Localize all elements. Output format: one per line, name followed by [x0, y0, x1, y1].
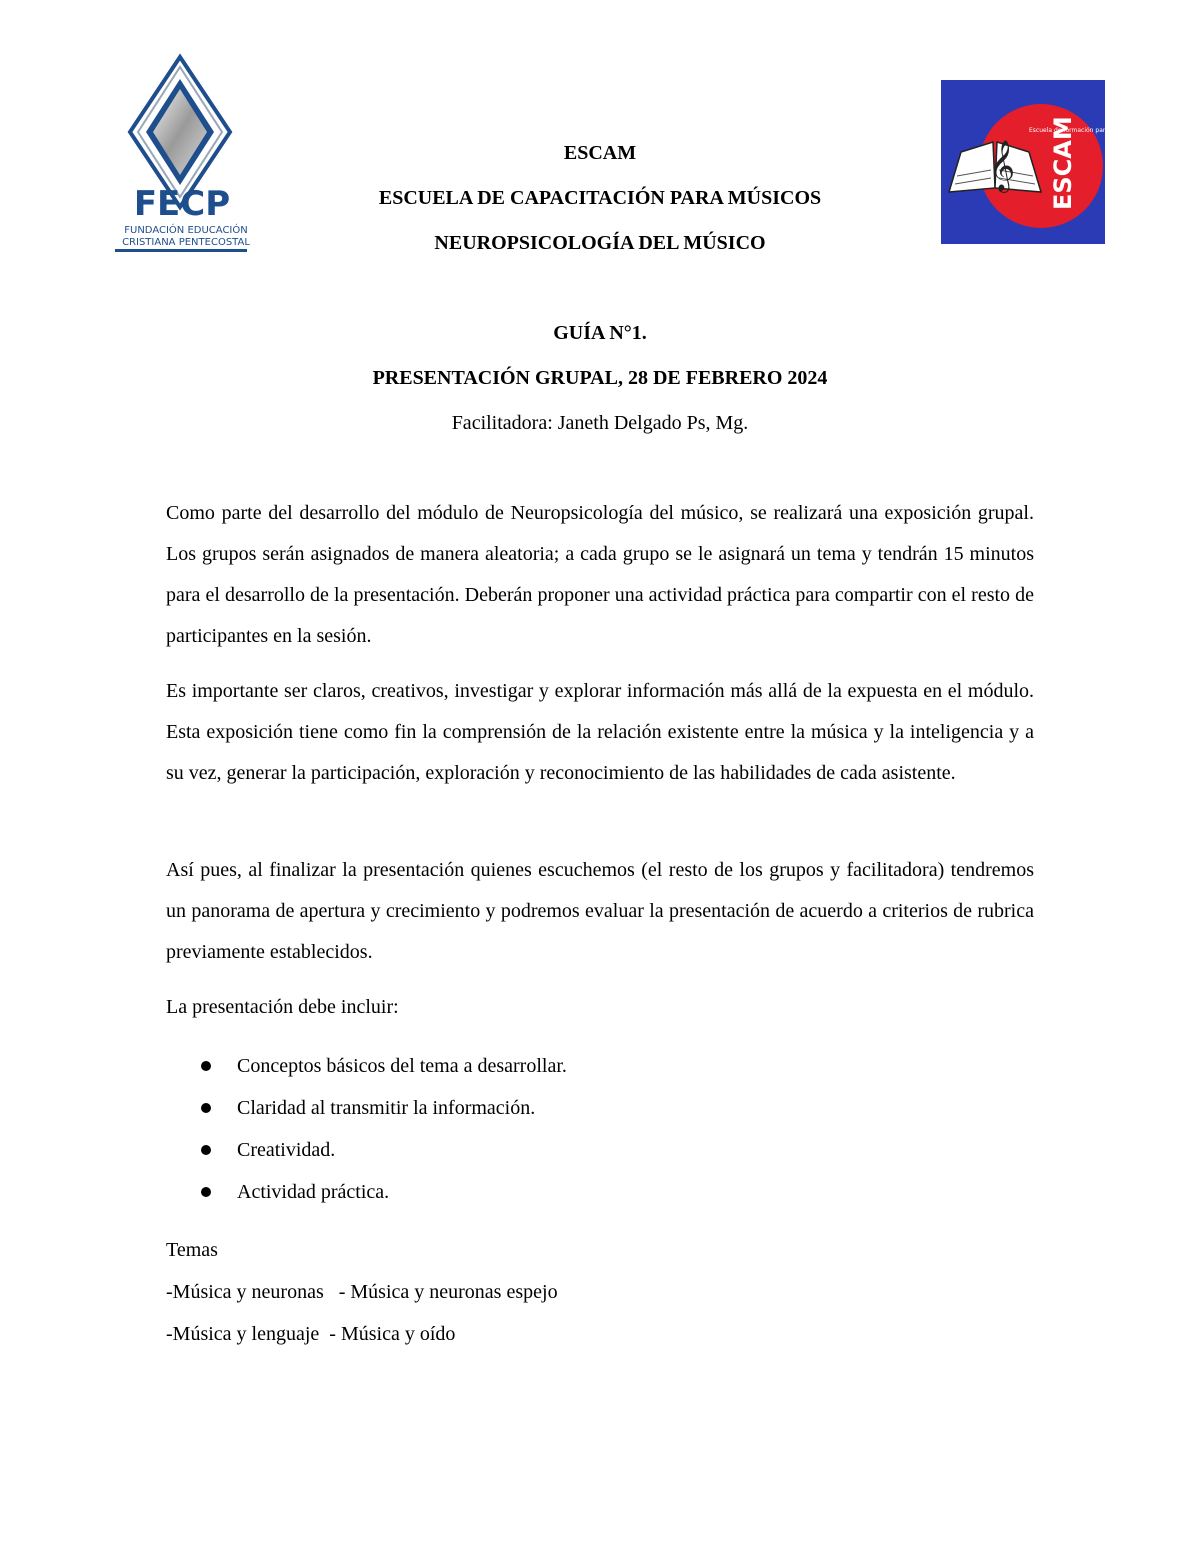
- paragraph-importance: Es importante ser claros, creativos, investigar y explorar información más allá de la expuesta en el módulo. Esta exposición tiene como fin la comprensión de la relación existente entre la música y la inteligencia y a su vez, generar la participación, exploración y reconocimiento de las habilidades de cada asistente.: [166, 680, 1034, 784]
- bullet-icon: [201, 1061, 211, 1071]
- list-item: Claridad al transmitir la información.: [166, 1087, 567, 1129]
- paragraph-includes: La presentación debe incluir:: [166, 996, 399, 1018]
- topics-title: Temas: [166, 1239, 218, 1261]
- presentation-title: PRESENTACIÓN GRUPAL, 28 DE FEBRERO 2024: [372, 367, 828, 389]
- topics-row-1: -Música y neuronas - Música y neuronas espejo: [166, 1281, 558, 1303]
- facilitator: Facilitadora: Janeth Delgado Ps, Mg.: [451, 412, 749, 434]
- topics-row-2: -Música y lenguaje - Música y oído: [166, 1323, 456, 1345]
- list-item: Creatividad.: [166, 1129, 567, 1171]
- guide-number: GUÍA N°1.: [553, 322, 647, 344]
- paragraph-intro: Como parte del desarrollo del módulo de Neuropsicología del músico, se realizará una exposición grupal. Los grupos serán asignados de manera aleatoria; a cada grupo se le asignará un tema y tendrán 15 minutos para el desarrollo de la presentación. Deberán proponer una actividad práctica para compartir con el resto de participantes en la sesión.: [166, 502, 1034, 647]
- topics-section: [166, 1229, 558, 1355]
- svg-text:𝄞: 𝄞: [989, 140, 1016, 191]
- bullet-icon: [201, 1103, 211, 1113]
- course-name: NEUROPSICOLOGÍA DEL MÚSICO: [434, 232, 766, 254]
- list-item: Actividad práctica.: [166, 1171, 567, 1213]
- requirements-list: [166, 1045, 567, 1213]
- fecp-logo: [110, 55, 260, 255]
- bullet-icon: [201, 1145, 211, 1155]
- school-acronym: ESCAM: [563, 142, 637, 164]
- svg-text:FUNDACIÓN EDUCACIÓN: FUNDACIÓN EDUCACIÓN: [124, 225, 248, 236]
- bullet-icon: [201, 1187, 211, 1197]
- school-name: ESCUELA DE CAPACITACIÓN PARA MÚSICOS: [378, 187, 822, 209]
- svg-text:ESCAM: ESCAM: [1049, 116, 1077, 210]
- paragraph-evaluation: Así pues, al finalizar la presentación quienes escuchemos (el resto de los grupos y facilitadora) tendremos un panorama de apertura y crecimiento y podremos evaluar la presentación de acuerdo a criterios de rubrica previamente establecidos.: [166, 859, 1034, 963]
- svg-text:CRISTIANA PENTECOSTAL: CRISTIANA PENTECOSTAL: [122, 237, 250, 248]
- svg-text:Escuela de formación para músi: Escuela de formación para músicos: [1029, 127, 1136, 134]
- list-item: Conceptos básicos del tema a desarrollar.: [166, 1045, 567, 1087]
- svg-text:FECP: FECP: [133, 184, 231, 224]
- escam-logo: [941, 80, 1136, 244]
